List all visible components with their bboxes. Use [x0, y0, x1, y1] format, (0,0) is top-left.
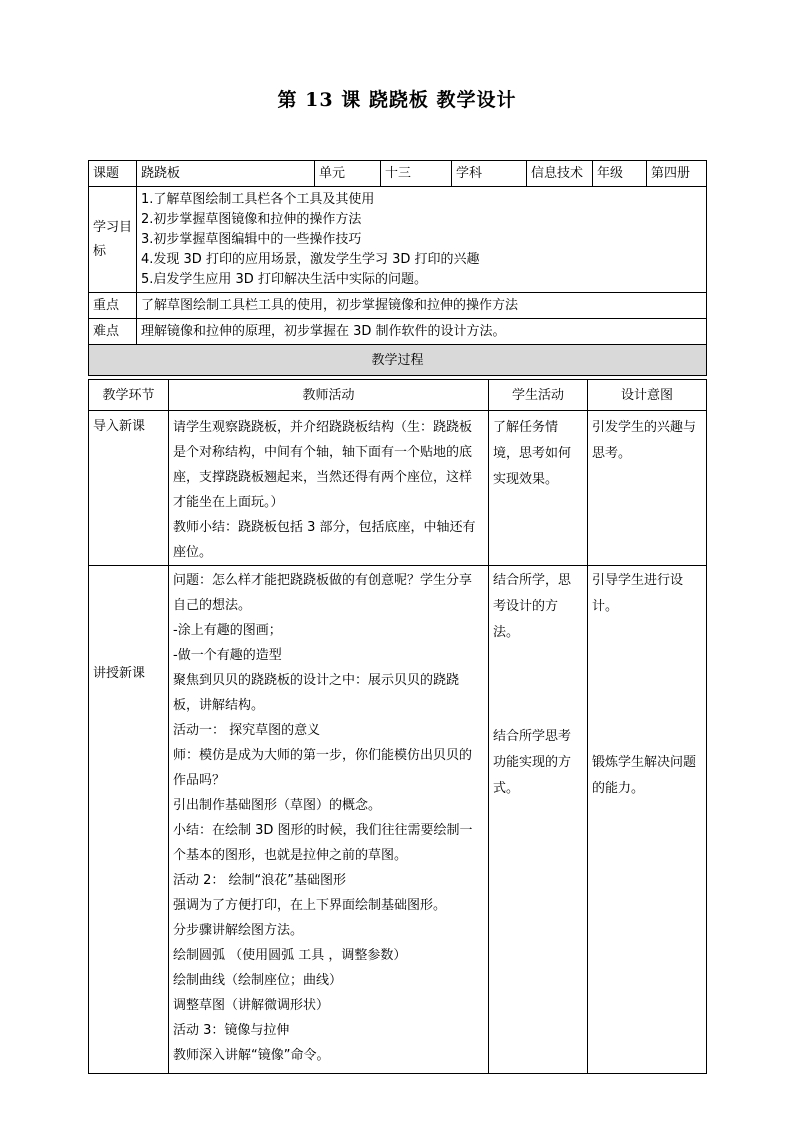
teaching-process-table — [88, 379, 707, 1074]
teach-line: 问题：怎么样才能把跷跷板做的有创意呢？学生分享自己的想法。 — [173, 573, 473, 613]
grade-value: 第四册 — [647, 161, 707, 187]
teach-line: 聚焦到贝贝的跷跷板的设计之中：展示贝贝的跷跷板，讲解结构。 — [173, 673, 460, 713]
key-value: 了解草图绘制工具栏工具的使用，初步掌握镜像和拉伸的操作方法 — [137, 293, 707, 319]
intro-teacher-summary: 教师小结：跷跷板包括 3 部分，包括底座，中轴还有座位。 — [173, 520, 476, 560]
teach-line: 教师深入讲解“镜像”命令。 — [173, 1048, 330, 1063]
teach-line: 活动一： 探究草图的意义 — [173, 723, 321, 738]
teach-line: 绘制圆弧 （使用圆弧 工具 ，调整参数） — [173, 948, 407, 963]
grade-label: 年级 — [593, 161, 647, 187]
header-stage: 教学环节 — [89, 380, 169, 411]
teach-line: 师：模仿是成为大师的第一步，你们能模仿出贝贝的作品吗？ — [173, 748, 473, 788]
teach-line: 强调为了方便打印，在上下界面绘制基础图形。 — [173, 898, 447, 913]
teach-teacher — [169, 566, 489, 1074]
teach-line: 绘制曲线（绘制座位；曲线） — [173, 973, 343, 988]
difficulty-value: 理解镜像和拉伸的原理，初步掌握在 3D 制作软件的设计方法。 — [137, 319, 707, 345]
teach-line: 活动 3：镜像与拉伸 — [173, 1023, 290, 1038]
unit-label: 单元 — [315, 161, 381, 187]
teach-intent — [588, 566, 707, 1074]
teach-student-1: 结合所学，思考设计的方法。 — [493, 573, 572, 640]
teach-line: 分步骤讲解绘图方法。 — [173, 923, 304, 938]
difficulty-label: 难点 — [89, 319, 137, 345]
goals-label: 学习目标 — [89, 187, 137, 293]
subject-label: 学科 — [452, 161, 527, 187]
teach-line: 小结：在绘制 3D 图形的时候，我们往往需要绘制一个基本的图形，也就是拉伸之前的草图。 — [173, 823, 473, 863]
topic-label: 课题 — [89, 161, 137, 187]
teach-stage: 讲授新课 — [89, 566, 169, 1074]
goal-item: 1.了解草图绘制工具栏各个工具及其使用 — [141, 191, 375, 207]
process-band: 教学过程 — [89, 345, 707, 376]
page-title: 第 13 课 跷跷板 教学设计 — [277, 89, 517, 111]
intro-stage: 导入新课 — [89, 411, 169, 566]
teach-line: -涂上有趣的图画； — [173, 623, 282, 638]
subject-value: 信息技术 — [527, 161, 593, 187]
intro-student: 了解任务情境，思考如何实现效果。 — [489, 411, 588, 566]
key-label: 重点 — [89, 293, 137, 319]
teach-student — [489, 566, 588, 1074]
intro-teacher — [169, 411, 489, 566]
header-intent: 设计意图 — [588, 380, 707, 411]
teach-line: 引出制作基础图形（草图）的概念。 — [173, 798, 382, 813]
goal-item: 2.初步掌握草图镜像和拉伸的操作方法 — [141, 211, 362, 227]
teach-line: 活动 2： 绘制“浪花”基础图形 — [173, 873, 347, 888]
intro-teacher-para: 请学生观察跷跷板，并介绍跷跷板结构（生：跷跷板是个对称结构，中间有个轴，轴下面有一个贴地的底座，支撑跷跷板翘起来，当然还得有两个座位，这样才能坐在上面玩。） — [173, 420, 473, 510]
header-teacher: 教师活动 — [169, 380, 489, 411]
unit-value: 十三 — [381, 161, 452, 187]
teach-line: 调整草图（讲解微调形状） — [173, 998, 330, 1013]
teach-intent-1: 引导学生进行设计。 — [592, 573, 684, 614]
goals-list — [137, 187, 707, 293]
goal-item: 5.启发学生应用 3D 打印解决生活中实际的问题。 — [141, 271, 427, 287]
goal-item: 3.初步掌握草图编辑中的一些操作技巧 — [141, 231, 362, 247]
topic-value: 跷跷板 — [137, 161, 315, 187]
goal-item: 4.发现 3D 打印的应用场景，激发学生学习 3D 打印的兴趣 — [141, 251, 480, 267]
teach-student-2: 结合所学思考功能实现的方式。 — [493, 729, 572, 796]
course-info-table — [88, 160, 707, 376]
header-student: 学生活动 — [489, 380, 588, 411]
teach-line: -做一个有趣的造型 — [173, 648, 282, 663]
teach-intent-2: 锻炼学生解决问题的能力。 — [592, 755, 697, 796]
intro-intent: 引发学生的兴趣与思考。 — [588, 411, 707, 566]
